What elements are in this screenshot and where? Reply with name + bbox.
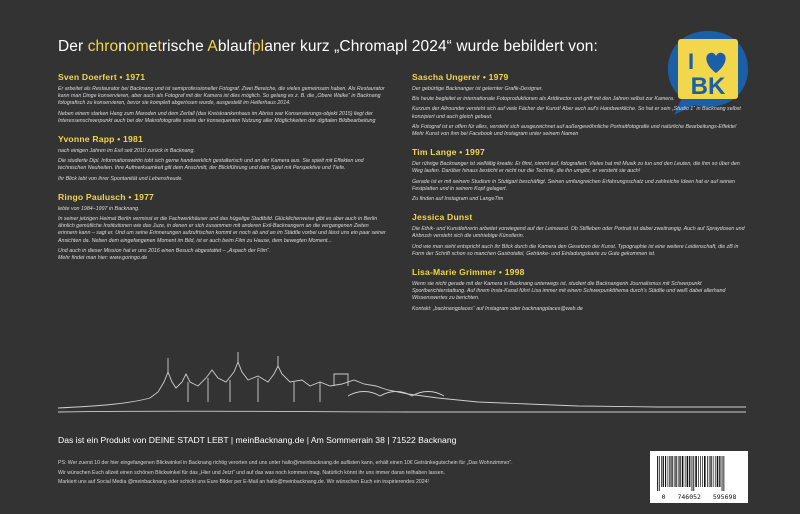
title-highlight: A	[207, 38, 218, 55]
bio-paragraph: In seiner jetzigen Heimat Berlin vermisst er die Fachwerkhäuser und das hügelige Stadtbild. Glücklicherweise gibt es aber auch in Berlin ähnlich gemütliche Institutionen wie das Juze, in denen er sich zusammen mit anderen Exil-Backnangern an die vergangenen Zeiten erinnern kann – sagt er. Und um seine Erinnerungen aufzufrischen kommt er noch ab und an im Städtle vorbei und lässt uns ein paar seiner Ansichten da. Neben dem eingefangenen Moment im Bild, ist er auch beim Film zu Hause, dem bewegten Moment...	[58, 216, 386, 244]
barcode-bar	[722, 456, 723, 491]
barcode-bar	[702, 456, 703, 487]
title-highlight: om	[126, 38, 149, 55]
title-highlight: chro	[87, 38, 119, 55]
barcode-bar	[700, 456, 701, 487]
ps-line: Markiert uns auf Social Media @meinbacknang oder schickt uns Eure Bilder per E-Mail an hallo@meinbacknang.de. Wir wünschen Euch ein inspirierendes 2024!	[58, 479, 429, 486]
photographer-name: Ringo Paulusch • 1977	[58, 191, 155, 202]
barcode-bar	[678, 456, 679, 487]
bio-paragraph: Wenn sie nicht gerade mit der Kamera in Backnang unterwegs ist, studiert die Backnangerin Journalismus mit Schwerpunkt Sportberichterstattung. Auf ihrem Insta-Kanal führt Lisa immer mit einem Schwerpunktthema durch's Städtle und weiß dabei allerhand Wissenswertes zu berichten.	[412, 281, 726, 302]
barcode-bar	[657, 456, 658, 491]
photographer-name: Yvonne Rapp • 1981	[58, 134, 143, 145]
barcode-bar	[675, 456, 676, 487]
bio-paragraph: nach einigen Jahren im Exil seit 2010 zurück in Backnang.	[58, 148, 195, 155]
footer-product-line: Das ist ein Produkt von DEINE STADT LEBT | meinBacknang.de | Am Sommerrain 38 | 71522 Backnang	[58, 435, 457, 445]
photographer-name: Sascha Ungerer • 1979	[412, 72, 509, 82]
barcode-bar	[671, 456, 672, 487]
barcode-number	[650, 493, 748, 501]
bio-paragraph: Und wie man sieht entspricht auch ihr Blick durch die Kamera den Gesetzen der Kunst. Typographie ist eine weitere Leidenschaft, die zB in Form der Schrift schon so manchen Gastrotafel, Getränke- und Einladungskarte zu Gute gekommen ist.	[412, 243, 739, 257]
bio-paragraph: Die studierte Dipl. Informationswirtin tobt sich gerne handwerklich gestalterisch und an der Kamera aus. Sie spielt mit Effekten und technischen Neuheiten. Ihre Aufmerksamkeit gilt dem Anschnitt, der Blickführung und dem Spiel mit Perspektive und Tiefe.	[58, 158, 364, 172]
bio-paragraph: Zu finden auf Instagram und LangeTim	[412, 196, 504, 203]
barcode-bar	[707, 456, 708, 487]
photographer-entry	[58, 134, 388, 183]
bio-paragraph: Der gebürtige Backnanger ist gelernter Grafik-Designer.	[412, 86, 543, 92]
barcode-bar	[689, 456, 690, 487]
barcode-bar	[661, 456, 662, 487]
photographer-entry	[412, 72, 747, 138]
barcode-bar	[723, 456, 724, 491]
barcode-bar	[685, 456, 686, 487]
bio-paragraph: Neben einem starken Hang zum Maroden und dem Zerfall (das Kreiskrankenhaus im Abriss war Konservierungs-objekt 2015) liegt der Interessenschwerpunkt auch bei der Makrofotografie sowie der konsequenten Nutzung aller Möglichkeiten der digitalen Bildbearbeitung	[58, 110, 376, 124]
bio-paragraph: Ihr Blick lebt von ihrer Spontanität und Lebensfreude.	[58, 175, 183, 182]
title-highlight: t	[157, 38, 162, 55]
left-column	[58, 72, 388, 271]
barcode-bar	[668, 456, 669, 487]
barcode-bar	[710, 456, 711, 487]
title-text: Der	[58, 38, 88, 55]
bio-paragraph: Er arbeitet als Restaurator bei Backnang und ist semiprofessioneller Fotograf. Zwei Bereiche, die vieles gemeinsam haben. Als Restaurator kann man Dinge konservieren, aber auch als Fotograf mit der Kamera ist dies möglich. So gelang es z. B. die „Obere Walke“ in Backnang fotografisch zu konservieren, bevor sie komplett abgerissen wurde, ausgestellt im Helferhaus 2014.	[58, 86, 385, 107]
barcode	[650, 451, 748, 503]
barcode-bar	[713, 456, 714, 487]
bio-paragraph: Als Fotograf ist er offen für alles, versteht sich ausgezeichnet auf außergewöhnliche Portraitfotografie und natürliche Bearbeitungs-Effekte! Mehr Kunst von ihm bei Facebook und Instagram unter seinem Namen	[412, 123, 737, 138]
title-text: rische	[161, 38, 208, 55]
barcode-bar	[698, 456, 699, 487]
barcode-digits: 0	[661, 493, 666, 501]
backnang-skyline-illustration	[58, 352, 746, 422]
barcode-bar	[715, 456, 716, 487]
ps-line: Wir wünschen Euch allzeit einen schönen Blickwinkel für das „Hier und Jetzt“ und auf das was noch kommen mag. Natürlich könnt ihr uns immer daran teilhaben lassen.	[58, 469, 445, 476]
photographer-name: Tim Lange • 1997	[412, 147, 485, 158]
barcode-bar	[659, 456, 660, 491]
barcode-bar	[692, 456, 693, 491]
bio-paragraph: lebte von 1984–1997 in Backnang.	[58, 205, 140, 212]
title-text: aner kurz „Chromapl 2024“ wurde bebildert von:	[264, 38, 598, 55]
photographer-name: Jessica Dunst	[412, 212, 473, 223]
photographer-entry	[58, 192, 388, 262]
barcode-bar	[719, 456, 720, 487]
photographer-entry	[58, 72, 388, 125]
bio-paragraph: Und auch in dieser Mission hat er uns 2016 einen Besuch abgestattet – „Aspach der Film“. Mehr findet man hier: www.goringo.de	[58, 247, 271, 262]
barcode-digits: 595698	[712, 493, 737, 501]
barcode-bar	[679, 456, 680, 487]
title-text: e	[148, 38, 158, 55]
ps-line: PS: Wer zuerst 10 der hier eingefangenen Blickwinkel in Backnang richtig verorten und uns unter hallo@meinbacknang.de auflisten kann, erhält einen 10€ Getränkegutschein für „Das Wohnzimmer“.	[58, 460, 513, 466]
photographer-entry	[412, 147, 747, 203]
badge-letter-i: I	[687, 49, 695, 74]
barcode-bar	[665, 456, 666, 487]
bio-paragraph: Die Ethik- und Kunstlehrerin arbeitet vorwiegend auf der Leinwand. Ob Stillleben oder Portrait ist dabei zweitrangig. Auch auf Spraydosen und Airbrush versteht sich die umtriebige Künstlerin.	[412, 226, 745, 240]
barcode-bar	[663, 456, 664, 487]
barcode-digits: 746052	[677, 493, 701, 501]
title-text: n	[118, 38, 127, 55]
bio-paragraph: Der rührige Backnanger ist vielfältig kreativ. Er filmt, nimmt auf, fotografiert. Vieles hat mit Musik zu tun und den Leuten, die ihm so über den Weg laufen. Darüber hinaus besticht er nicht nur die Technik, die ihn umgibt, er versteht sie auch!	[412, 161, 740, 175]
photographer-name: Lisa-Marie Grimmer • 1998	[412, 267, 525, 278]
title-highlight: pl	[251, 38, 265, 55]
barcode-bar	[704, 456, 706, 487]
right-column	[412, 72, 747, 322]
photographer-entry	[412, 212, 747, 258]
bio-paragraph: Bis heute begleitet er internationale Fotoproduktionen als Artdirector und griff mit den Jahren selbst zur Kamera.	[412, 96, 675, 103]
title-text: blauf	[217, 38, 252, 55]
photographer-entry	[412, 267, 747, 313]
footer-ps	[58, 460, 618, 489]
barcode-bar	[695, 456, 697, 487]
bio-paragraph: Kurzum der Allrounder versteht sich auf viele Fächer der Kunst! Aber auch auf's Handwerkliche. So hat er sein „Studio 1“ in Backnang selbst konzipiert und auch gleich gebaut.	[412, 106, 741, 120]
barcode-bar	[669, 456, 670, 487]
barcode-bar	[709, 456, 710, 487]
barcode-bar	[674, 456, 675, 487]
bio-paragraph: Kontakt: „backnangplaces“ auf Instagram oder backnangplaces@web.de	[412, 305, 583, 312]
barcode-bar	[693, 456, 694, 491]
barcode-bar	[687, 456, 689, 487]
barcode-bars	[655, 456, 743, 491]
badge-letters-bk: BK	[690, 73, 726, 100]
page-title	[58, 38, 658, 56]
bio-paragraph: Gerade ist er mit seinem Studium in Stuttgart beschäftigt. Seinen umfangreichen Erfahrungsschatz und zahlreiche Ideen hat er auf seinen Festplatten und in seinem Kopf gelagert.	[412, 178, 735, 192]
barcode-bar	[717, 456, 719, 487]
barcode-bar	[682, 456, 684, 487]
photographer-name: Sven Doerfert • 1971	[58, 72, 146, 82]
